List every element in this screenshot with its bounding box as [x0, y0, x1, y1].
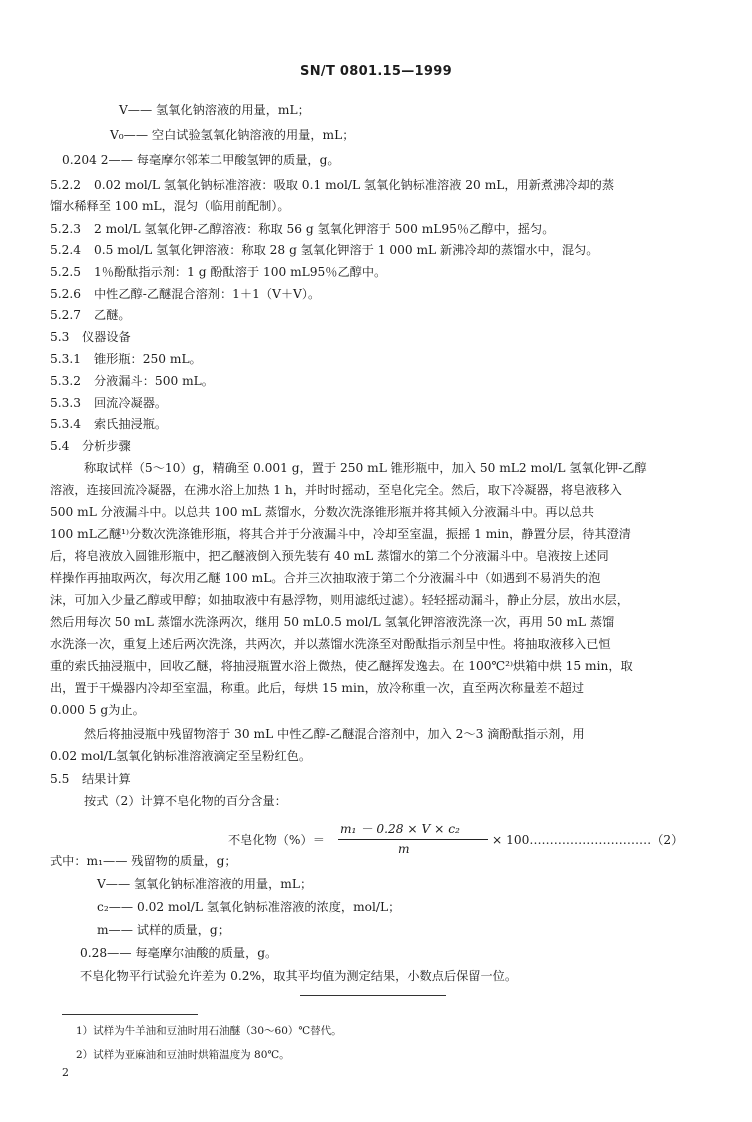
- item-text: 分析步骤: [82, 439, 131, 453]
- conclusion: 不皂化物平行试验允许差为 0.2%，取其平均值为测定结果，小数点后保留一位。: [80, 969, 518, 983]
- document-header: SN/T 0801.15—1999: [300, 64, 452, 79]
- item-text: 2 mol/L 氢氧化钾-乙醇溶液：称取 56 g 氢氧化钾溶于 500 mL95％乙醇中，摇匀。: [94, 222, 555, 236]
- def-m1: 式中：m₁—— 残留物的质量，g；: [50, 854, 237, 868]
- item-5-2-7: [50, 306, 131, 324]
- para1-line: 溶液，连接回流冷凝器，在沸水浴上加热 1 h，并时时摇动，至皂化完全。然后，取下冷凝器，将皂液移入: [50, 483, 622, 497]
- item-text: 0.5 mol/L 氢氧化钾溶液：称取 28 g 氢氧化钾溶于 1 000 mL 新沸冷却的蒸馏水中，混匀。: [94, 243, 599, 257]
- item-number: 5.2.3: [50, 222, 82, 236]
- item-number: 5.3.3: [50, 396, 82, 410]
- footnote-rule: [62, 1014, 198, 1015]
- item-5-2-2-cont: [50, 197, 290, 215]
- para1-line: 0.000 5 g为止。: [50, 703, 145, 717]
- item-number: 5.3.1: [50, 352, 82, 366]
- item-text: 仪器设备: [82, 330, 131, 344]
- item-number: 5.2.6: [50, 287, 82, 301]
- def-m: m—— 试样的质量，g；: [97, 923, 230, 937]
- item-text: 乙醚。: [94, 308, 131, 322]
- para1-line: 500 mL 分液漏斗中。以总共 100 mL 蒸馏水，分数次洗涤锥形瓶并将其倾入分液漏斗中。再以总共: [50, 505, 594, 519]
- item-5-2-6: [50, 285, 320, 303]
- end-rule: [300, 995, 446, 996]
- para1-line: 出，置于干燥器内冷却至室温，称重。此后，每烘 15 min，放冷称重一次，直至两次称量差不超过: [50, 681, 585, 695]
- item-text: 索氏抽浸瓶。: [94, 417, 168, 431]
- item-number: 5.3: [50, 330, 70, 344]
- def-028: 0.28—— 每毫摩尔油酸的质量，g。: [80, 946, 278, 960]
- item-text: 锥形瓶：250 mL。: [94, 352, 202, 366]
- item-text: 1％酚酞指示剂：1 g 酚酞溶于 100 mL95％乙醇中。: [94, 265, 387, 279]
- para2-line: 0.02 mol/L氢氧化钠标准溶液滴定至呈粉红色。: [50, 749, 312, 763]
- item-5-2-4: [50, 241, 598, 259]
- para1-line: 称取试样（5～10）g，精确至 0.001 g，置于 250 mL 锥形瓶中，加入 50 mL2 mol/L 氢氧化钾-乙醇: [84, 461, 647, 475]
- page-number: 2: [62, 1066, 69, 1079]
- formula-rhs: × 100…………………………（2）: [492, 833, 684, 847]
- footnote-1: 1）试样为牛羊油和豆油时用石油醚（30～60）℃替代。: [76, 1025, 342, 1037]
- def-constant: 0.204 2—— 每毫摩尔邻苯二甲酸氢钾的质量，g。: [62, 153, 340, 167]
- item-5-3-2: [50, 372, 214, 390]
- item-number: 5.2.5: [50, 265, 82, 279]
- formula-numerator: m₁ － 0.28 × V × c₂: [340, 822, 460, 836]
- section-5-4: [50, 437, 131, 455]
- def-v0: V₀—— 空白试验氢氧化钠溶液的用量，mL；: [110, 128, 355, 142]
- def-c2: c₂—— 0.02 mol/L 氢氧化钠标准溶液的浓度，mol/L；: [97, 900, 401, 914]
- para1-line: 100 mL乙醚¹⁾分数次洗涤锥形瓶，将其合并于分液漏斗中，冷却至室温，振摇 1 min，静置分层，待其澄清: [50, 527, 631, 541]
- formula-intro: 按式（2）计算不皂化物的百分含量：: [84, 794, 287, 808]
- para1-line: 沫，可加入少量乙醇或甲醇；如抽取液中有悬浮物，则用滤纸过滤）。轻轻摇动漏斗，静止分层，放出水层，: [50, 593, 629, 607]
- item-text: 结果计算: [82, 772, 131, 786]
- footnote-2: 2）试样为亚麻油和豆油时烘箱温度为 80℃。: [76, 1049, 290, 1061]
- para2-line: 然后将抽浸瓶中残留物溶于 30 mL 中性乙醇-乙醚混合溶剂中，加入 2～3 滴酚酞指示剂，用: [84, 727, 585, 741]
- section-5-5: [50, 770, 131, 788]
- para1-line: 水洗涤一次，重复上述后两次洗涤，共两次，并以蒸馏水洗涤至对酚酞指示剂呈中性。将抽取液移入已恒: [50, 637, 611, 651]
- item-text: 0.02 mol/L 氢氧化钠标准溶液：吸取 0.1 mol/L 氢氧化钠标准溶液 20 mL，用新煮沸冷却的蒸: [94, 178, 615, 192]
- para1-line: 样操作再抽取两次，每次用乙醚 100 mL。合并三次抽取液于第二个分液漏斗中（如遇到不易消失的泡: [50, 571, 601, 585]
- item-number: 5.5: [50, 772, 70, 786]
- para1-line: 重的索氏抽浸瓶中，回收乙醚，将抽浸瓶置水浴上微热，使乙醚挥发逸去。在 100℃²⁾烘箱中烘 15 min，取: [50, 659, 633, 673]
- para1-line: 后，将皂液放入圆锥形瓶中，把乙醚液倒入预先装有 40 mL 蒸馏水的第二个分液漏斗中。皂液按上述同: [50, 549, 609, 563]
- item-number: 5.3.2: [50, 374, 82, 388]
- def-v: V—— 氢氧化钠溶液的用量，mL；: [119, 103, 310, 117]
- fraction-bar: [338, 839, 488, 840]
- section-5-3: [50, 328, 131, 346]
- item-text: 分液漏斗：500 mL。: [94, 374, 214, 388]
- item-text: 馏水稀释至 100 mL，混匀（临用前配制）。: [50, 199, 290, 213]
- item-text: 中性乙醇-乙醚混合溶剂：1＋1（V＋V）。: [94, 287, 321, 301]
- item-5-2-2: [50, 176, 614, 194]
- para1-line: 然后用每次 50 mL 蒸馏水洗涤两次，继用 50 mL0.5 mol/L 氢氧化钾溶液洗涤一次，再用 50 mL 蒸馏: [50, 615, 615, 629]
- item-number: 5.2.2: [50, 178, 82, 192]
- item-5-2-3: [50, 220, 554, 238]
- formula-denominator: m: [398, 842, 410, 856]
- item-number: 5.4: [50, 439, 70, 453]
- item-5-3-4: [50, 415, 167, 433]
- item-5-3-3: [50, 394, 167, 412]
- item-number: 5.2.4: [50, 243, 82, 257]
- item-5-3-1: [50, 350, 202, 368]
- item-number: 5.2.7: [50, 308, 82, 322]
- item-number: 5.3.4: [50, 417, 82, 431]
- item-text: 回流冷凝器。: [94, 396, 168, 410]
- def-v: V—— 氢氧化钠标准溶液的用量，mL；: [97, 877, 313, 891]
- formula-lhs: 不皂化物（%）＝: [228, 833, 325, 847]
- item-5-2-5: [50, 263, 386, 281]
